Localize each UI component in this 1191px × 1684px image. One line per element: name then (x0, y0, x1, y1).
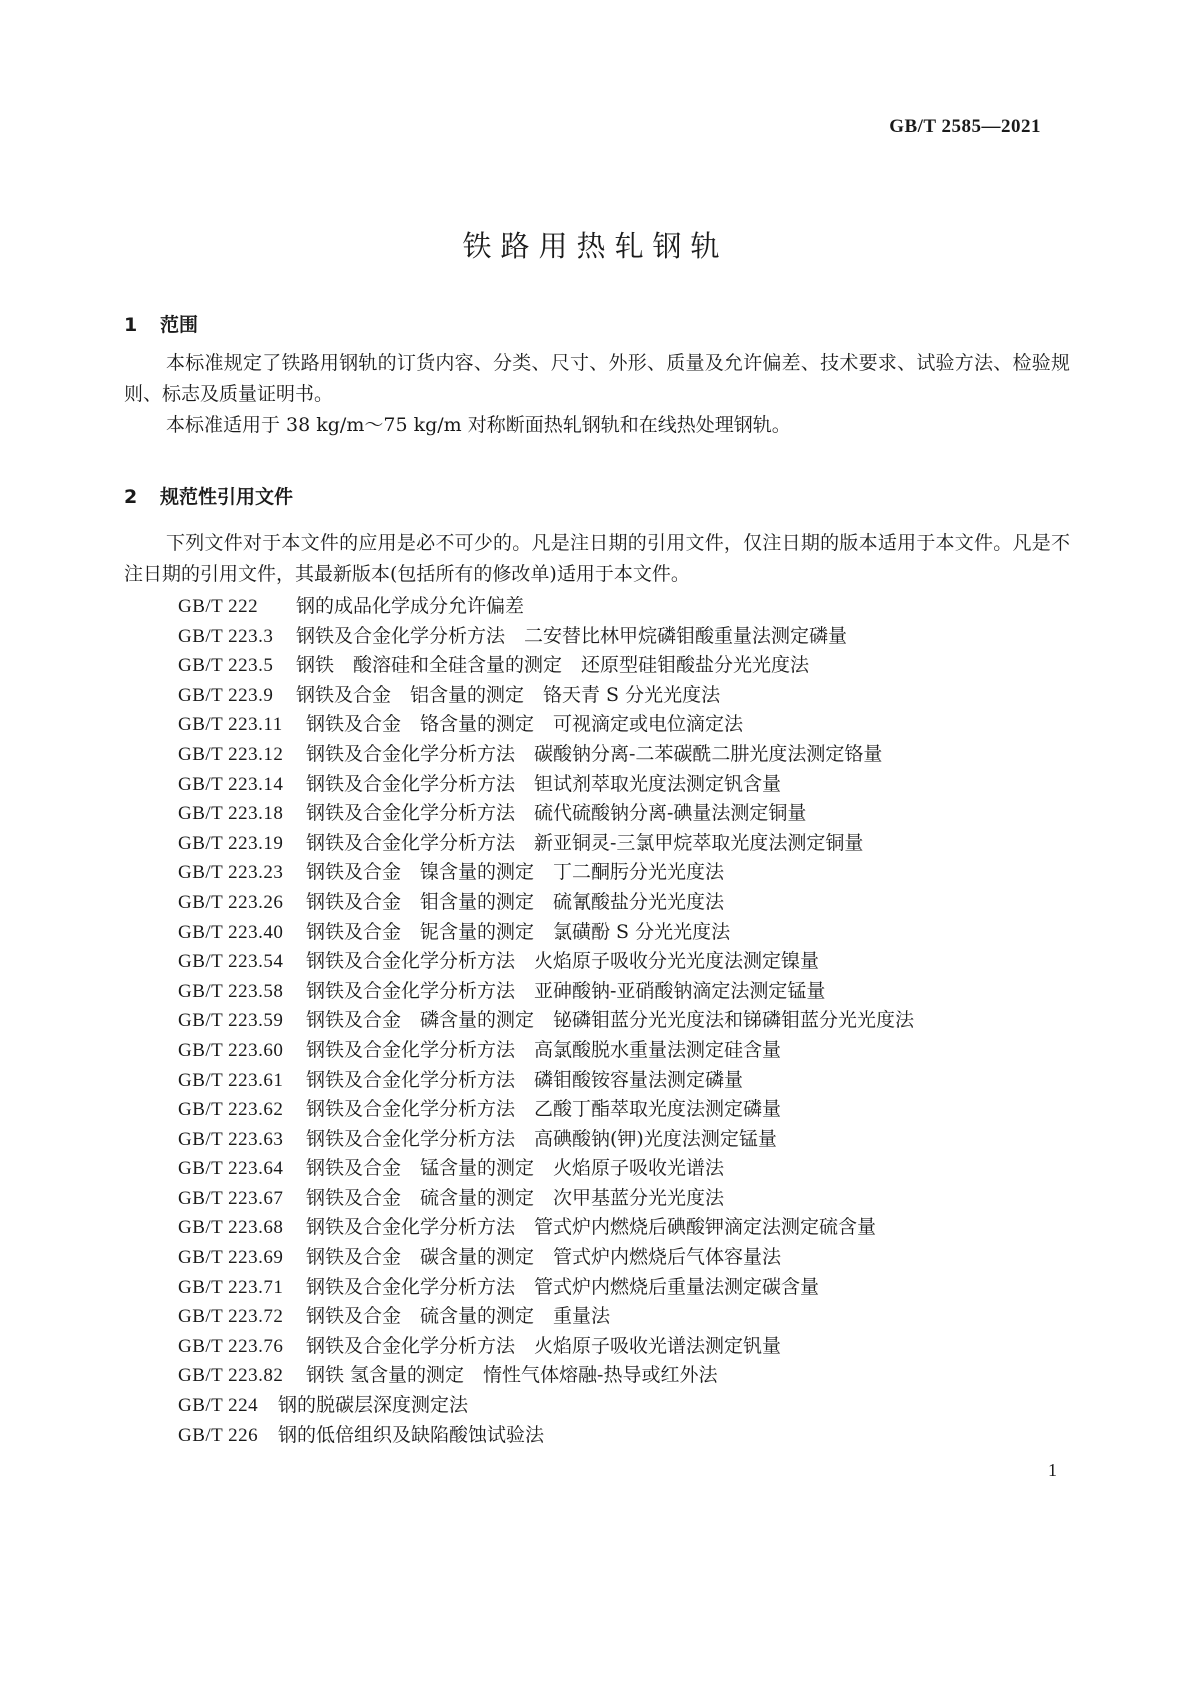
reference-code: GB/T 223.82 (178, 1365, 284, 1387)
reference-title: 钢铁及合金 铝含量的测定 铬天青 S 分光光度法 (296, 683, 721, 706)
reference-code: GB/T 223.58 (178, 980, 284, 1002)
reference-code: GB/T 223.72 (178, 1306, 284, 1328)
reference-title: 钢铁及合金 铬含量的测定 可视滴定或电位滴定法 (306, 713, 744, 736)
reference-item (178, 1095, 914, 1125)
reference-title: 钢铁及合金化学分析方法 乙酸丁酯萃取光度法测定磷量 (306, 1098, 782, 1121)
reference-code: GB/T 223.54 (178, 951, 284, 973)
reference-item (178, 1361, 914, 1391)
reference-code: GB/T 223.18 (178, 803, 284, 825)
reference-list (178, 592, 914, 1450)
reference-title: 钢铁及合金 铌含量的测定 氯磺酚 S 分光光度法 (306, 920, 731, 943)
reference-code: GB/T 223.68 (178, 1217, 284, 1239)
reference-title: 钢铁 酸溶硅和全硅含量的测定 还原型硅钼酸盐分光光度法 (296, 654, 810, 677)
reference-item (178, 1184, 914, 1214)
page-number: 1 (1048, 1460, 1057, 1480)
scope-paragraph-1: 本标准规定了铁路用钢轨的订货内容、分类、尺寸、外形、质量及允许偏差、技术要求、试验方法、检验规则、标志及质量证明书。 (124, 352, 1070, 405)
reference-code: GB/T 223.59 (178, 1010, 284, 1032)
reference-code: GB/T 223.23 (178, 862, 284, 884)
document-title: 铁路用热轧钢轨 (462, 229, 729, 263)
reference-item (178, 829, 914, 859)
reference-title: 钢铁及合金化学分析方法 管式炉内燃烧后碘酸钾滴定法测定硫含量 (306, 1216, 877, 1239)
section-number: 2 (124, 486, 138, 508)
references-intro-paragraph: 下列文件对于本文件的应用是必不可少的。凡是注日期的引用文件，仅注日期的版本适用于本文件。凡是不注日期的引用文件，其最新版本(包括所有的修改单)适用于本文件。 (124, 532, 1070, 585)
reference-title: 钢的成品化学成分允许偏差 (296, 595, 525, 617)
reference-title: 钢的低倍组织及缺陷酸蚀试验法 (278, 1423, 545, 1446)
reference-item (178, 1036, 914, 1066)
reference-item (178, 799, 914, 829)
reference-code: GB/T 223.69 (178, 1247, 284, 1269)
reference-item (178, 918, 914, 948)
reference-code: GB/T 222 (178, 596, 259, 617)
reference-title: 钢铁及合金化学分析方法 硫代硫酸钠分离-碘量法测定铜量 (306, 802, 807, 825)
reference-title: 钢铁及合金化学分析方法 亚砷酸钠-亚硝酸钠滴定法测定锰量 (306, 979, 826, 1002)
reference-title: 钢铁及合金 磷含量的测定 铋磷钼蓝分光光度法和锑磷钼蓝分光光度法 (306, 1009, 915, 1032)
reference-title: 钢铁及合金 碳含量的测定 管式炉内燃烧后气体容量法 (306, 1246, 782, 1269)
reference-item (178, 858, 914, 888)
reference-title: 钢铁及合金化学分析方法 管式炉内燃烧后重量法测定碳含量 (306, 1275, 820, 1298)
reference-code: GB/T 223.40 (178, 921, 284, 943)
reference-item (178, 710, 914, 740)
reference-title: 钢的脱碳层深度测定法 (278, 1394, 469, 1417)
reference-code: GB/T 223.76 (178, 1335, 284, 1357)
reference-title: 钢铁及合金化学分析方法 钽试剂萃取光度法测定钒含量 (306, 772, 782, 795)
reference-title: 钢铁及合金化学分析方法 高氯酸脱水重量法测定硅含量 (306, 1038, 782, 1061)
reference-code: GB/T 223.9 (178, 684, 274, 706)
reference-item (178, 1213, 914, 1243)
reference-code: GB/T 223.71 (178, 1276, 284, 1298)
reference-item (178, 1243, 914, 1273)
reference-code: GB/T 223.62 (178, 1099, 284, 1121)
reference-item (178, 681, 914, 711)
reference-code: GB/T 223.60 (178, 1039, 284, 1061)
section-heading-scope (124, 310, 198, 337)
reference-code: GB/T 223.11 (178, 714, 283, 736)
reference-code: GB/T 223.26 (178, 891, 284, 913)
reference-item (178, 1421, 914, 1451)
reference-title: 钢铁及合金化学分析方法 碳酸钠分离-二苯碳酰二肼光度法测定铬量 (306, 742, 883, 765)
reference-item (178, 740, 914, 770)
reference-title: 钢铁及合金 硫含量的测定 次甲基蓝分光光度法 (306, 1186, 725, 1209)
section-heading-normative-references (124, 482, 293, 509)
reference-code: GB/T 223.5 (178, 655, 274, 677)
reference-code: GB/T 223.63 (178, 1128, 284, 1150)
standard-number: GB/T 2585—2021 (889, 116, 1041, 137)
reference-title: 钢铁 氢含量的测定 惰性气体熔融-热导或红外法 (306, 1364, 718, 1387)
reference-code: GB/T 223.14 (178, 773, 284, 795)
reference-item (178, 651, 914, 681)
reference-item (178, 1066, 914, 1096)
section-number: 1 (124, 314, 138, 336)
reference-item (178, 947, 914, 977)
reference-item (178, 1332, 914, 1362)
reference-item (178, 770, 914, 800)
reference-title: 钢铁及合金 镍含量的测定 丁二酮肟分光光度法 (306, 861, 725, 884)
reference-title: 钢铁及合金 钼含量的测定 硫氰酸盐分光光度法 (306, 890, 725, 913)
reference-title: 钢铁及合金化学分析方法 火焰原子吸收分光光度法测定镍量 (306, 950, 820, 973)
reference-item (178, 622, 914, 652)
reference-item (178, 1391, 914, 1421)
reference-code: GB/T 223.19 (178, 832, 284, 854)
reference-item (178, 977, 914, 1007)
reference-title: 钢铁及合金化学分析方法 火焰原子吸收光谱法测定钒量 (306, 1334, 782, 1357)
reference-title: 钢铁及合金化学分析方法 磷钼酸铵容量法测定磷量 (306, 1068, 744, 1091)
reference-code: GB/T 223.3 (178, 625, 274, 647)
reference-title: 钢铁及合金化学分析方法 高碘酸钠(钾)光度法测定锰量 (306, 1127, 777, 1150)
reference-item (178, 1273, 914, 1303)
reference-title: 钢铁及合金化学分析方法 新亚铜灵-三氯甲烷萃取光度法测定铜量 (306, 831, 864, 854)
reference-code: GB/T 223.12 (178, 743, 284, 765)
reference-item (178, 888, 914, 918)
reference-item (178, 1125, 914, 1155)
reference-item (178, 1154, 914, 1184)
scope-paragraph-2: 本标准适用于 38 kg/m～75 kg/m 对称断面热轧钢轨和在线热处理钢轨。 (166, 414, 791, 436)
reference-item (178, 592, 914, 622)
reference-item (178, 1006, 914, 1036)
reference-item (178, 1302, 914, 1332)
reference-code: GB/T 223.67 (178, 1187, 284, 1209)
reference-title: 钢铁及合金化学分析方法 二安替比林甲烷磷钼酸重量法测定磷量 (296, 624, 848, 647)
reference-code: GB/T 224 (178, 1395, 259, 1417)
section-title: 规范性引用文件 (160, 486, 294, 508)
reference-code: GB/T 226 (178, 1424, 259, 1446)
reference-title: 钢铁及合金 硫含量的测定 重量法 (306, 1305, 611, 1328)
section-title: 范围 (160, 314, 199, 336)
reference-code: GB/T 223.61 (178, 1069, 284, 1091)
reference-code: GB/T 223.64 (178, 1158, 284, 1180)
reference-title: 钢铁及合金 锰含量的测定 火焰原子吸收光谱法 (306, 1157, 725, 1180)
